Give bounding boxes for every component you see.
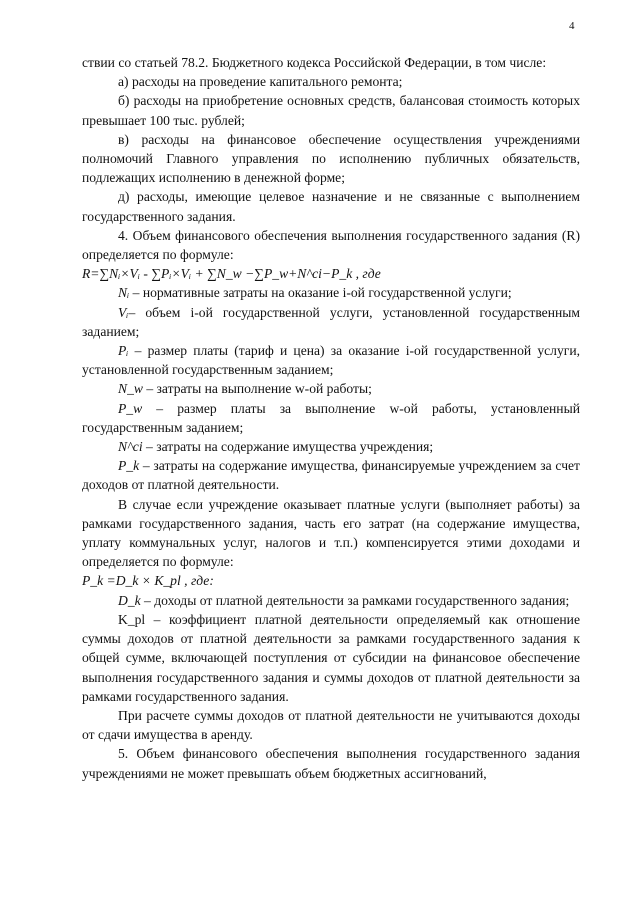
formula-r-text: R=∑Nᵢ×Vᵢ - ∑Pᵢ×Vᵢ + ∑N_w −∑P_w+N^ci−P_k , где <box>82 266 381 282</box>
definition-nw <box>82 379 580 398</box>
symbol-vi: Vᵢ <box>118 304 129 320</box>
list-item-v: в) расходы на финансовое обеспечение осуществления учреждениями полномочий Главного управления по исполнению публичных обязательств, подлежащих исполнению в денежной форме; <box>82 131 580 186</box>
definition-pk-text: – затраты на содержание имущества, финансируемые учреждением за счет доходов от платной деятельности. <box>82 458 580 493</box>
paragraph-rent-note: При расчете суммы доходов от платной деятельности не учитываются доходы от сдачи имущества в аренду. <box>82 707 580 743</box>
definition-ni <box>82 283 580 302</box>
definition-pk <box>82 456 580 494</box>
definition-ni-text: – нормативные затраты на оказание i-ой государственной услуги; <box>129 285 512 301</box>
symbol-pk: P_k <box>118 458 140 474</box>
symbol-nci: N^ci <box>118 439 143 455</box>
paragraph-4: 4. Объем финансового обеспечения выполнения государственного задания (R) определяется по формуле: <box>82 227 580 263</box>
symbol-nw: N_w <box>118 381 143 397</box>
paragraph-5: 5. Объем финансового обеспечения выполнения государственного задания учреждениями не может превышать объем бюджетных ассигнований, <box>82 746 580 781</box>
paragraph-continuation: ствии со статьей 78.2. Бюджетного кодекса Российской Федерации, в том числе: <box>82 55 547 70</box>
symbol-pw: P_w <box>118 400 143 416</box>
definition-kpl <box>82 610 580 706</box>
list-item-a: а) расходы на проведение капитального ремонта; <box>118 74 403 90</box>
document-body <box>82 53 580 783</box>
symbol-ni: Nᵢ <box>118 285 130 301</box>
list-item-b: б) расходы на приобретение основных средств, балансовая стоимость которых превышает 100 тыс. рублей; <box>82 93 580 128</box>
definition-nci <box>82 437 580 456</box>
definition-nci-text: – затраты на содержание имущества учреждения; <box>142 439 434 455</box>
paragraph-paid-services: В случае если учреждение оказывает платные услуги (выполняет работы) за рамками государственного задания, часть его затрат (на содержание имущества, уплату коммунальных услуг, налогов и т.п.) компенсируется этими доходами и определяется по формуле: <box>82 496 580 570</box>
definition-pi-text: – размер платы (тариф и цена) за оказание i-ой государственной услуги, установленной государственным заданием; <box>82 343 580 378</box>
page-number: 4 <box>569 20 575 32</box>
definition-vi-text: – объем i-ой государственной услуги, установленной государственным заданием; <box>82 304 580 339</box>
definition-vi <box>82 303 580 341</box>
definition-nw-text: – затраты на выполнение w-ой работы; <box>142 381 372 397</box>
formula-pk <box>82 571 580 590</box>
definition-pw <box>82 399 580 437</box>
list-item-d: д) расходы, имеющие целевое назначение и не связанные с выполнением государственного задания. <box>82 189 580 224</box>
symbol-dk: D_k <box>118 592 141 608</box>
definition-pw-text: – размер платы за выполнение w-ой работы, установленный государственным заданием; <box>82 400 580 435</box>
symbol-pi: Pᵢ <box>118 343 129 359</box>
definition-pi <box>82 341 580 379</box>
definition-kpl-text: – коэффициент платной деятельности определяемый как отношение суммы доходов от платной деятельности за рамками государственного задания к общей сумме, включающей поступления от субсидии на финансовое обеспечение выполнения государственного задания и суммы доходов от платной деятельности за рамками государственного задания. <box>82 611 580 704</box>
symbol-kpl: K_pl <box>118 611 146 627</box>
definition-dk <box>82 591 580 610</box>
formula-pk-text: P_k =D_k × K_pl , где: <box>82 573 214 589</box>
formula-r <box>82 264 580 283</box>
definition-dk-text: – доходы от платной деятельности за рамками государственного задания; <box>140 592 570 608</box>
